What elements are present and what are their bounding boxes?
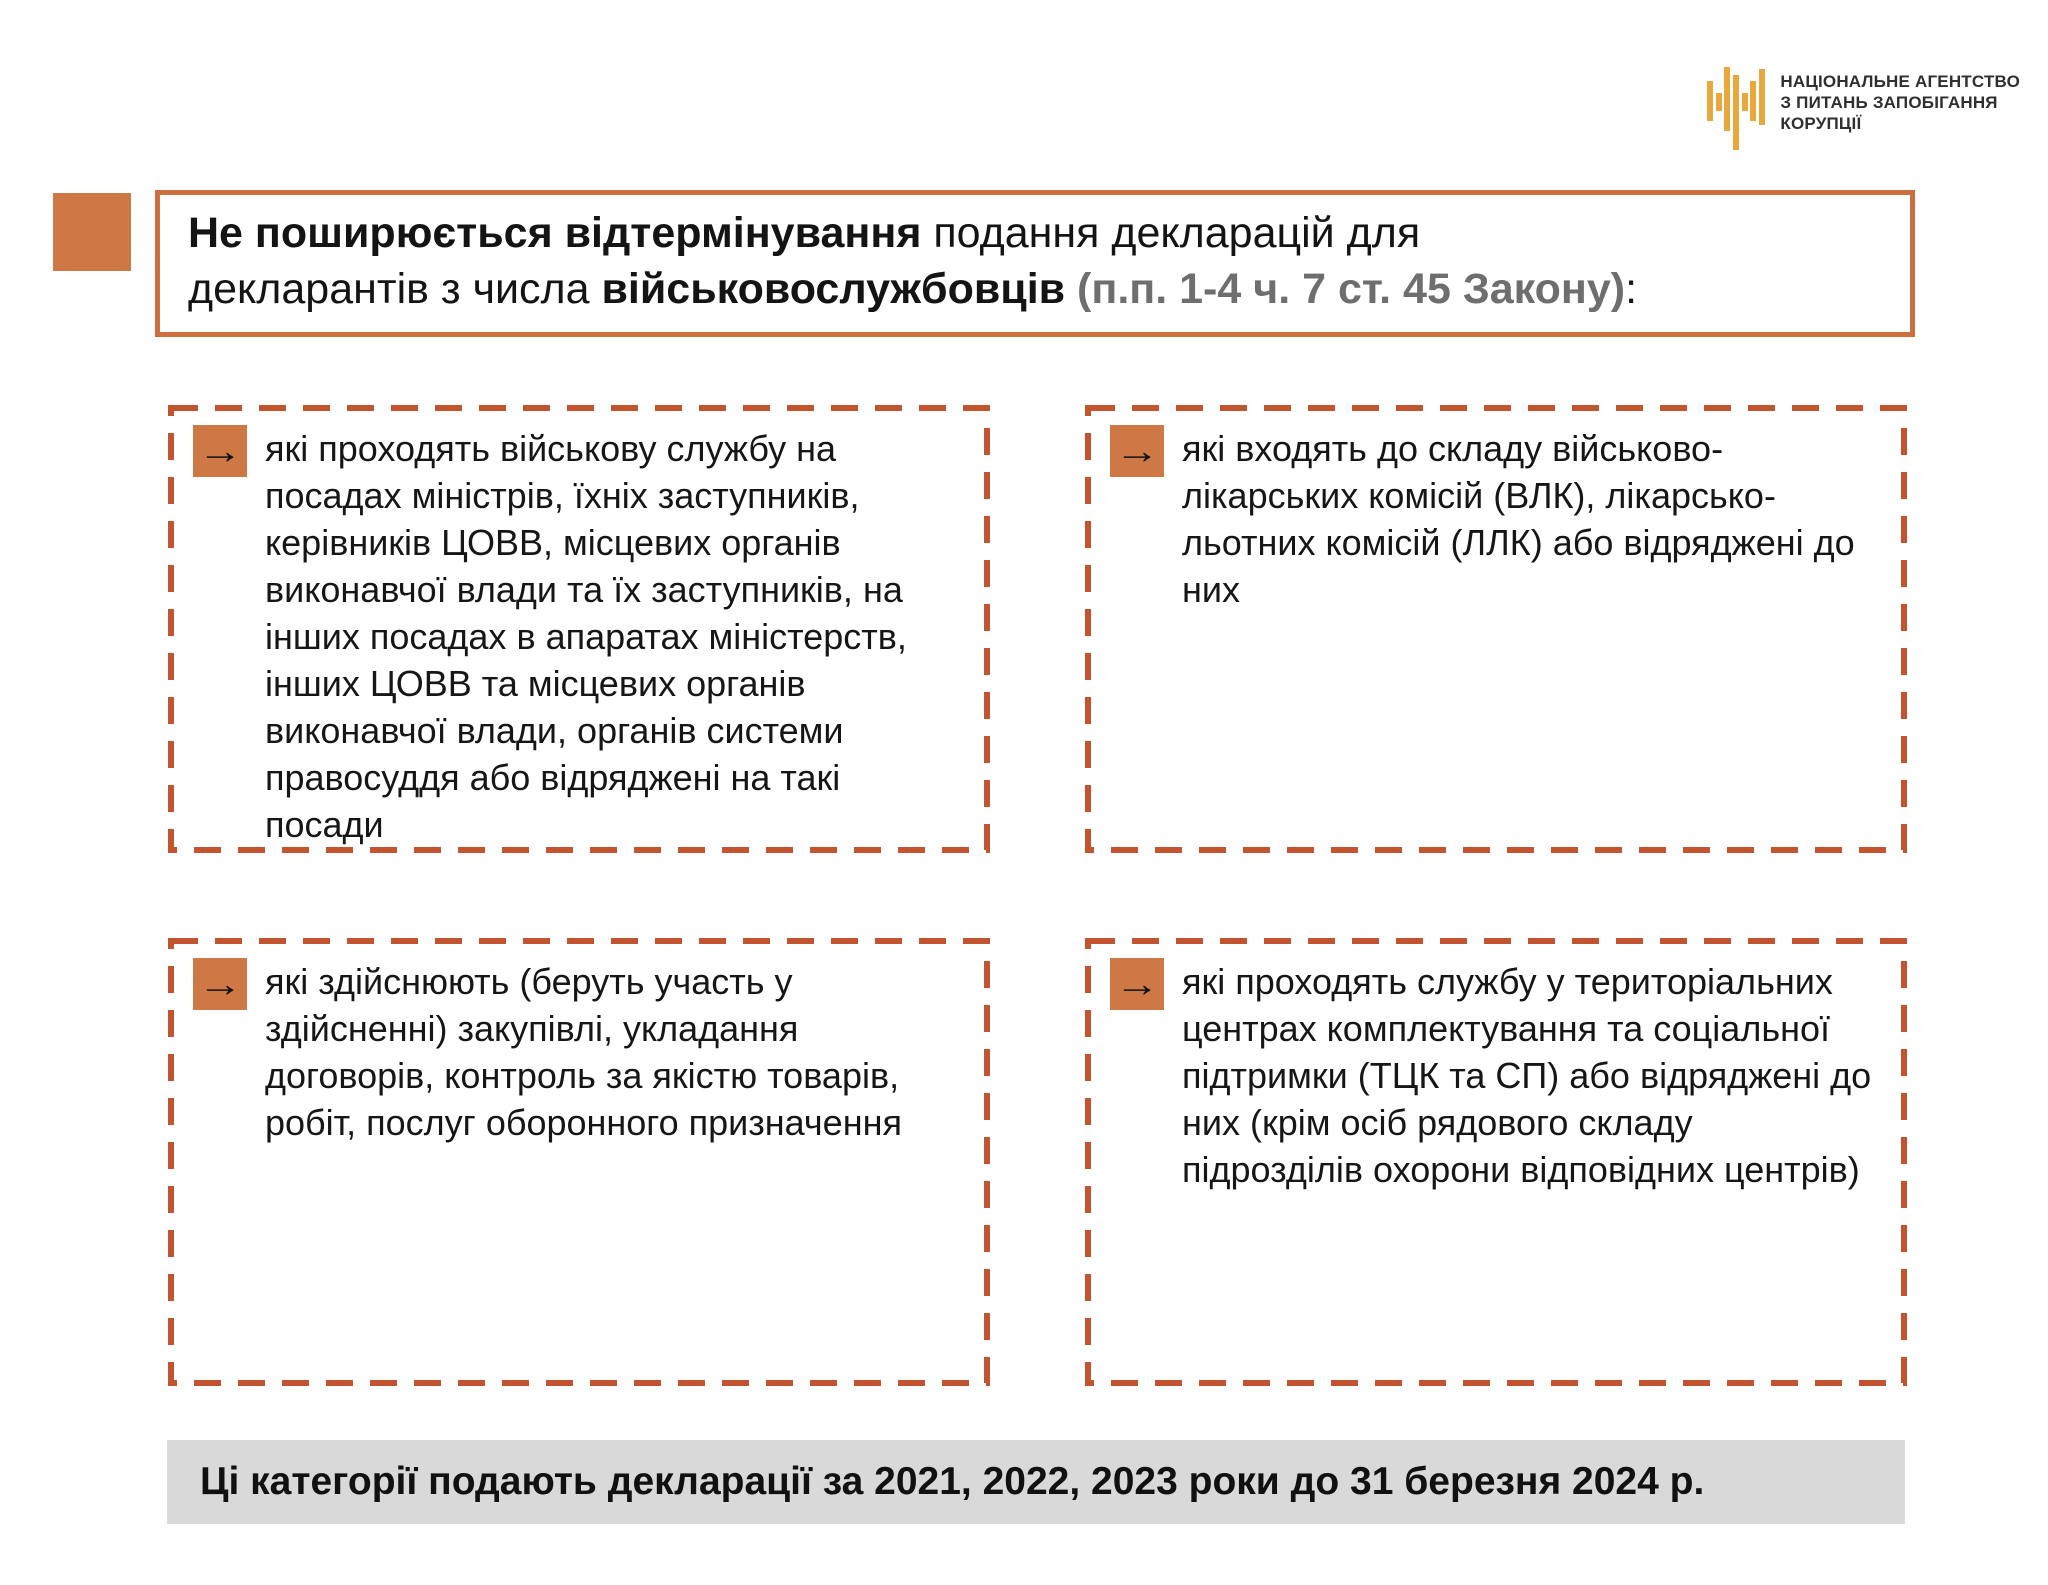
right-arrow-icon: →	[1114, 430, 1160, 471]
category-card-text: які здійснюють (беруть участь у здійсненні) закупівлі, укладання договорів, контроль за якістю товарів, робіт, послуг оборонного призначення	[265, 961, 902, 1143]
right-arrow-icon: →	[197, 963, 243, 1004]
right-arrow-icon: →	[197, 430, 243, 471]
logo-text-line-3: КОРУПЦІЇ	[1780, 114, 1862, 133]
deadline-banner	[167, 1440, 1905, 1524]
nazk-logo-text	[1780, 55, 2020, 134]
right-arrow-icon: →	[1114, 963, 1160, 1004]
title-box	[155, 190, 1915, 337]
category-card-text: які входять до складу військово-лікарських комісій (ВЛК), лікарсько-льотних комісій (ЛЛК) або відряджені до них	[1182, 428, 1855, 610]
title-colon: :	[1625, 265, 1638, 313]
category-card-text: які проходять службу у територіальних центрах комплектування та соціальної підтримки (ТЦК та СП) або відряджені до них (крім осіб рядового складу підрозділів охорони відповідних центрів)	[1182, 961, 1872, 1190]
logo-text-line-1: НАЦІОНАЛЬНЕ АГЕНТСТВО	[1780, 72, 2020, 91]
deadline-text: Ці категорії подають декларації за 2021, 2022, 2023 роки до 31 березня 2024 р.	[200, 1460, 1705, 1503]
nazk-trident-icon	[1707, 55, 1765, 150]
category-card-text: які проходять військову службу на посадах міністрів, їхніх заступників, керівників ЦОВВ, місцевих органів виконавчої влади та їх заступників, на інших посадах в апаратах міністерств, інших ЦОВВ та місцевих органів виконавчої влади, органів системи правосуддя або відряджені на такі посади	[265, 428, 907, 845]
nazk-logo	[1707, 55, 2020, 150]
title-law-reference: (п.п. 1-4 ч. 7 ст. 45 Закону)	[1065, 265, 1626, 313]
arrow-bullet	[1110, 425, 1164, 477]
title-bold-keyword: військовослужбовців	[601, 265, 1066, 313]
logo-text-line-2: З ПИТАНЬ ЗАПОБІГАННЯ	[1780, 93, 1998, 112]
category-card-defense-procurement	[168, 938, 990, 1386]
arrow-bullet	[193, 425, 247, 477]
category-card-medical-commissions	[1085, 405, 1907, 853]
category-card-ministry-positions	[168, 405, 990, 853]
title-regular-2: декларантів з числа	[188, 265, 602, 313]
title-regular-1: подання декларацій для	[921, 209, 1421, 257]
arrow-bullet	[193, 958, 247, 1010]
arrow-bullet	[1110, 958, 1164, 1010]
title-bold-lead: Не поширюється відтермінування	[188, 209, 922, 257]
category-card-recruitment-centers	[1085, 938, 1907, 1386]
accent-square	[53, 193, 131, 271]
